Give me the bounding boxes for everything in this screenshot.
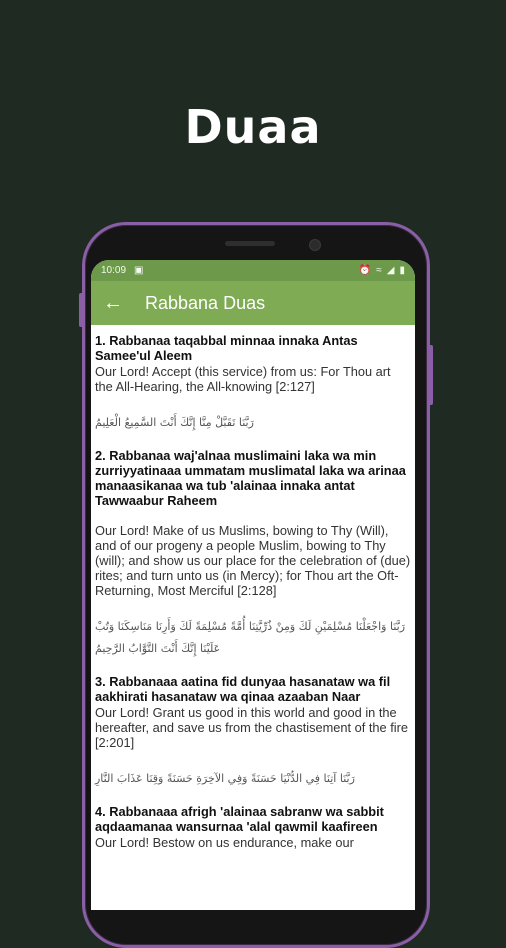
status-time: 10:09 bbox=[101, 265, 127, 276]
dua-translation: Our Lord! Accept (this service) from us: For Thou art the All-Hearing, the All-knowing [2:127] bbox=[95, 364, 391, 394]
volume-button bbox=[429, 345, 433, 405]
notification-icon: ▣ bbox=[134, 265, 144, 276]
app-screen bbox=[91, 260, 415, 910]
alarm-icon: ⏰ bbox=[358, 265, 372, 276]
earpiece-speaker bbox=[225, 241, 275, 246]
dua-title: 4. Rabbanaaa afrigh 'alainaa sabranw wa sabbit aqdaamanaa wansurnaa 'alal qawmil kaafireen bbox=[95, 804, 384, 834]
list-item[interactable] bbox=[95, 674, 411, 790]
dua-translation: Our Lord! Grant us good in this world and good in the hereafter, and save us from the chastisement of the fire [2:201] bbox=[95, 705, 408, 750]
front-camera-icon bbox=[309, 239, 321, 251]
list-item[interactable] bbox=[95, 804, 411, 850]
dua-arabic: رَبَّنَا وَاجْعَلْنَا مُسْلِمَيْنِ لَكَ وَمِنْ ذُرِّيَّتِنَا أُمَّةً مُسْلِمَةً لَكَ وَأَرِنَا مَنَاسِكَنَا وَتُبْ عَلَيْنَا إِنَّكَ أَنْتَ التَّوَّابُ الرَّحِيمُ bbox=[95, 620, 406, 655]
wifi-icon: ≈ bbox=[376, 265, 382, 276]
signal-icon: ◢ bbox=[386, 265, 395, 276]
dua-translation: Our Lord! Bestow on us endurance, make our bbox=[95, 835, 354, 850]
app-bar-title: Rabbana Duas bbox=[145, 292, 266, 313]
dua-title: 2. Rabbanaa waj'alnaa muslimaini laka wa min zurriyyatinaaa ummatam muslimatal laka wa arinaa manaasikanaa wa tub 'alainaa innaka antat Tawwaabur Raheem bbox=[95, 448, 406, 508]
arrow-left-icon[interactable]: ← bbox=[103, 291, 123, 314]
dua-title: 3. Rabbanaaa aatina fid dunyaa hasanataw wa fil aakhirati hasanataw wa qinaa azaaban Naar bbox=[95, 674, 391, 704]
dua-list[interactable] bbox=[91, 325, 415, 850]
power-button bbox=[79, 293, 83, 327]
status-bar bbox=[91, 260, 415, 281]
dua-arabic: رَبَّنَا تَقَبَّلْ مِنَّا إِنَّكَ أَنْتَ السَّمِيعُ الْعَلِيمُ bbox=[95, 416, 254, 429]
dua-arabic: رَبَّنَا آتِنَا فِي الدُّنْيَا حَسَنَةً وَفِي الآخِرَةِ حَسَنَةً وَقِنَا عَذَابَ النَّارِ bbox=[95, 772, 355, 785]
battery-icon: ▮ bbox=[399, 265, 405, 276]
app-bar bbox=[91, 281, 415, 325]
dua-translation: Our Lord! Make of us Muslims, bowing to Thy (Will), and of our progeny a people Muslim, bowing to Thy (will); and show us our place for the celebration of (due) rites; and turn unto us (in Mercy); for Thou art the Oft-Returning, Most Merciful [2:128] bbox=[95, 523, 411, 598]
list-item[interactable] bbox=[95, 448, 411, 660]
banner-title: Duaa bbox=[184, 100, 322, 154]
list-item[interactable] bbox=[95, 333, 411, 434]
dua-title: 1. Rabbanaa taqabbal minnaa innaka Antas Samee'ul Aleem bbox=[95, 333, 358, 363]
phone-frame bbox=[82, 222, 430, 948]
